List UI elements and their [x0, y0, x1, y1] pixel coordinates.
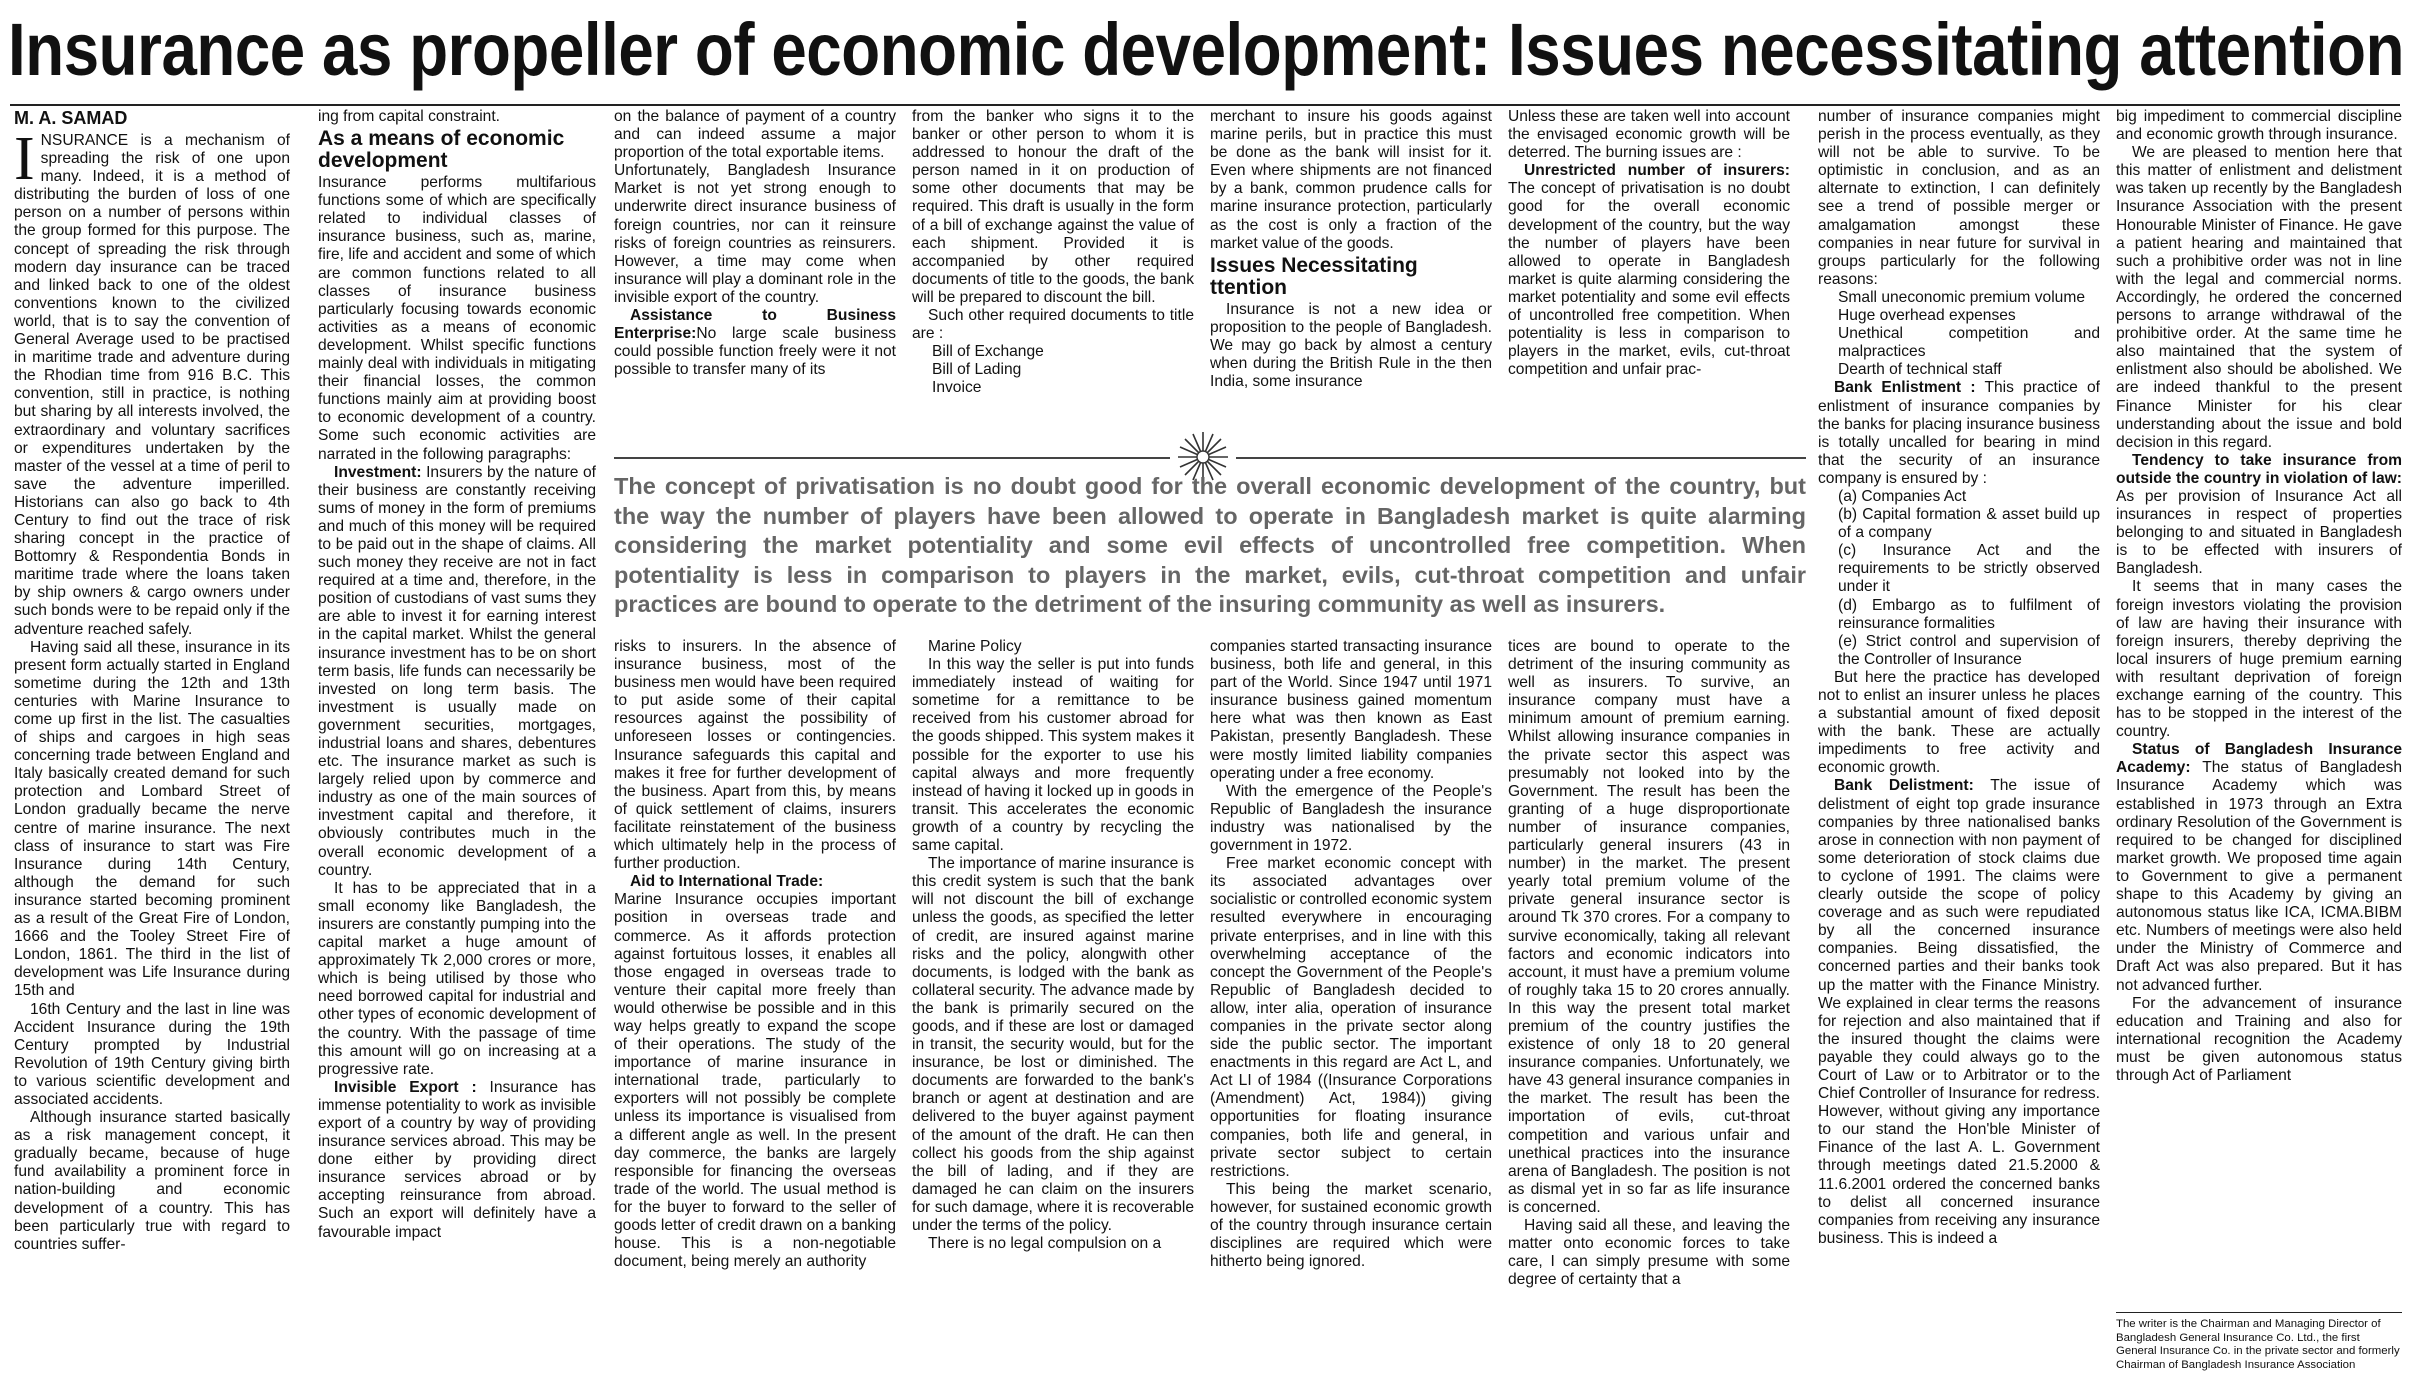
subheading: Investment:	[334, 463, 422, 481]
footnote-rule	[2116, 1312, 2402, 1313]
paragraph: Insurance is not a new idea or proposition to the people of Bangladesh. We may go back by almost a century when during the British Rule in the then India, some insurance	[1210, 300, 1492, 391]
paragraph: Having said all these, insurance in its present form actually started in England sometime during the 12th and 13th centuries with Marine Insurance to come up first in the list. The casualties of ships and cargoes in high seas concerning trade between England and Italy basically created demand for such protection and Lombard Street of London gradually became the nerve centre of marine insurance. The next class of insurance to start was Fire Insurance during 14th Century, although the demand for such insurance started becoming prominent as a result of the Great Fire of London, 1666 and the Tooley Street Fire of London, 1861. The third in the list of development was Life Insurance during 15th and	[14, 638, 290, 1000]
paragraph: With the emergence of the People's Republic of Bangladesh the insurance industry was nationalised by the government in 1972.	[1210, 782, 1492, 855]
paragraph: For the advancement of insurance education and Training and also for international recognition the Academy must be given autonomous status through Act of Parliament	[2116, 994, 2402, 1084]
lead-paragraph	[14, 132, 290, 639]
column-6-bottom	[1508, 638, 1790, 1394]
top-rule	[10, 104, 2400, 106]
list-item: Bill of Exchange	[932, 343, 1044, 361]
column-3-top	[614, 108, 896, 448]
paragraph: companies started transacting insurance business, both life and general, in this part of the World. Since 1947 until 1971 insurance business gained momentum here what was then known as East Pakistan, presently Bangladesh. These were mostly limited liability companies operating under a free economy.	[1210, 638, 1492, 782]
paragraph-text: The issue of delistment of eight top grade insurance companies by three nationalised banks arose in connection with non payment of some deterioration of stock claims due to cyclone of 1991. The claims were clearly outside the scope of policy coverage and as such were repudiated by all the concerned insurance companies. Being dissatisfied, the concerned parties and their banks took up the matter with the Finance Ministry. We explained in clear terms the reasons for rejection and also maintained that if the insured thought the claims were payable they could always go to the Court of Law or to Arbitrator or to the Chief Controller of Insurance for redress. However, without giving any importance to our stand the Hon'ble Minister of Finance of the last A. L. Government through meetings dated 21.5.2000 & 11.6.2001 ordered the concerned banks to delist all concerned insurance companies from receiving any insurance business. This is indeed a	[1818, 777, 2100, 1247]
paragraph-text: The status of Bangladesh Insurance Academy which was established in 1973 through an Extra ordinary Resolution of the Government is required to be changed for disciplined market growth. We proposed time again to Government to give a permanent shape to this Academy by giving an autonomous status like ICA, ICMA.BIBM etc. Numbers of meetings were also held under the Ministry of Commerce and Draft Act was also prepared. But it has not advanced further.	[2116, 759, 2402, 994]
paragraph-text: Insurers by the nature of their business are constantly receiving sums of money in the form of premiums and much of this money will be required to be paid out in the shape of claims. All such money they receive are not in fact required at a time and, therefore, in the position of custodians of vast sums they are able to invest it for earning interest in the capital market. Whilst the general insurance investment has to be on short term basis, life funds can necessarily be invested on long term basis. The investment is usually made on government securities, mortgages, industrial loans and shares, debentures etc. The insurance market as such is largely relied upon by commerce and industry as one of the main sources of investment capital and therefore, it obviously contributes much in the overall economic development of a country.	[318, 463, 596, 879]
paragraph: It seems that in many cases the foreign investors violating the provision of law are having their insurance with foreign insurers, thereby depriving the local insurers of huge premium earning with resultant deprivation of foreign exchange earning of the country. This has to be stopped in the interest of the country.	[2116, 578, 2402, 741]
subheading: Unrestricted number of insurers:	[1524, 162, 1790, 180]
list-item: (e) Strict control and supervision of the Controller of Insurance	[1838, 632, 2100, 668]
reasons-list	[1818, 289, 2100, 379]
paragraph: Marine Policy	[928, 638, 1022, 655]
list-item: (b) Capital formation & asset build up of a company	[1838, 506, 2100, 542]
column-4-bottom	[912, 638, 1194, 1394]
paragraph: Free market economic concept with its associated advantages over socialistic or controlled economic system resulted everywhere in encouraging private enterprises, and in line with this overwhelming acceptance of the concept the Government of the People's Republic of Bangladesh decided to allow, inter alia, operation of insurance companies in the private sector along side the public sector. The important enactments in this regard are Act L, and Act LI of 1984 ((Insurance Corporations (Amendment) Act, 1984)) giving opportunities for floating insurance companies, both life and general, in private sector subject to certain restrictions.	[1210, 855, 1492, 1180]
list-item: (c) Insurance Act and the requirements to be strictly observed under it	[1838, 542, 2100, 596]
list-item: Small uneconomic premium volume	[1838, 288, 2085, 306]
author-footnote: The writer is the Chairman and Managing Director of Bangladesh General Insurance Co. Ltd., the first General Insurance Co. in the private sector and formerly Chairman of Bangladesh Insurance Association	[2116, 1318, 2400, 1371]
paragraph: The importance of marine insurance is this credit system is such that the bank will not discount the bill of exchange unless the goods, as specified the letter of credit, are insured against marine risks and the policy, alongwith other documents, is lodged with the bank as collateral security. The advance made by the bank is primarily secured on the goods, and if these are lost or damaged in transit, the security would, but for the insurance, be lost or diminished. The documents are forwarded to the bank's branch or agent at destination and are delivered to the buyer against payment of the amount of the draft. He can then collect his goods from the ship against the bill of lading, and if they are damaged he can claim on the insurers for such damage, where it is recoverable under the terms of the policy.	[912, 855, 1194, 1234]
paragraph: ing from capital constraint.	[318, 108, 501, 125]
paragraph	[1818, 379, 2100, 488]
paragraph: Insurance performs multifarious functions some of which are specifically related to individual classes of insurance business, such as, marine, fire, life and accident and some of which are common functions related to all classes of insurance business particularly focusing towards economic activities as a means of economic development. Whilst specific functions mainly deal with individuals in mitigating their financial losses, the common functions mainly aim at providing boost to economic development of a country. Some such economic activities are narrated in the following paragraphs:	[318, 174, 596, 463]
column-2	[318, 108, 596, 1394]
paragraph-text: As per provision of Insurance Act all insurances in respect of properties belonging to and situated in Bangladesh is to be effected with insurers of Bangladesh.	[2116, 487, 2402, 578]
column-8	[2116, 108, 2402, 1304]
list-item: Bill of Lading	[932, 361, 1022, 379]
paragraph: Unfortunately, Bangladesh Insurance Market is not yet strong enough to underwrite direct insurance business of foreign countries, nor can it reinsure risks of foreign countries as reinsurers. However, a time may come when insurance will play a dominant role in the invisible export of the country.	[614, 162, 896, 306]
column-4-top	[912, 108, 1194, 448]
paragraph: 16th Century and the last in line was Accident Insurance during the 19th Century prompted by Industrial Revolution of 19th Century giving birth to various scientific development and associated accidents.	[14, 1000, 290, 1108]
pull-quote: The concept of privatisation is no doubt good for the overall economic development of the country, but the way the number of players have been allowed to operate in Bangladesh market is quite alarming considering the market potentiality and some evil effects of uncontrolled free competition. When potentiality is less in comparison to players in the market, evils, cut-throat competition and unfair practices are bound to operate to the detriment of the insuring community as well as insurers.	[614, 473, 1806, 617]
subheading: Invisible Export :	[334, 1078, 477, 1096]
column-5-bottom	[1210, 638, 1492, 1394]
paragraph: Unless these are taken well into account the envisaged economic growth will be deterred. The burning issues are :	[1508, 108, 1790, 162]
column-7	[1818, 108, 2100, 1394]
paragraph: big impediment to commercial discipline and economic growth through insurance.	[2116, 108, 2402, 144]
subheading: Status of Bangladesh Insurance Academy:	[2116, 741, 2402, 777]
paragraph-text: No large scale business could possible function freely were it not possible to transfer many of its	[614, 325, 896, 379]
paragraph	[318, 464, 596, 880]
documents-list	[912, 343, 1194, 397]
conditions-list	[1818, 488, 2100, 669]
paragraph	[1818, 777, 2100, 1247]
list-item: (a) Companies Act	[1838, 487, 1967, 505]
paragraph	[1508, 162, 1790, 379]
paragraph	[2116, 452, 2402, 579]
paragraph: tices are bound to operate to the detriment of the insuring community as well as insurers. To survive, an insurance company must have a minimum amount of premium earning. Whilst allowing insurance companies in the private sector this aspect was presumably not looked into by the Government. The result has been the granting of a huge disproportionate number of insurance companies, particularly general insurers (43 in number) in the market. The present yearly total premium volume of the private general insurance sector is around Tk 370 crores. For a company to survive economically, taking all relevant factors and economic indicators into account, it must have a premium volume of roughly taka 15 to 20 crores annually. In this way the present total market premium of the country justifies the existence of only 18 to 20 general insurance companies. Unfortunately, we have 43 general insurance companies in the market. The result has been the importation of evils, cut-throat competition and various unfair and unethical practices into the insurance arena of Bangladesh. The position is not as dismal yet in so far as life insurance is concerned.	[1508, 638, 1790, 1216]
paragraph	[318, 1079, 596, 1242]
column-5-top	[1210, 108, 1492, 448]
subheading: Aid to International Trade:	[630, 873, 824, 891]
paragraph: We are pleased to mention here that this matter of enlistment and delistment was taken up recently by the Bangladesh Insurance Association with the present Honourable Minister of Finance. He gave a patient hearing and maintained that such a prohibitive order was not in line with the legal and commercial norms. Accordingly, he ordered the concerned persons to arrange withdrawal of the prohibitive order. At the same time he also maintained that the system of enlistment also should be abolished. We are indeed thankful to the present Finance Minister for his clear understanding about the issue and bold decision in this regard.	[2116, 144, 2402, 451]
paragraph: Marine Insurance occupies important position in overseas trade and commerce. As it affords protection against fortuitous losses, it enables all those engaged in overseas trade to venture their capital more freely than would otherwise be possible and in this way helps greatly to expand the scope of their operations. The study of the importance of marine insurance in international trade, particularly to exporters will not possibly be complete unless its importance is visualised from a different angle as well. In the present day commerce, the banks are largely responsible for financing the overseas trade of the world. The usual method is for the buyer to forward to the seller of goods letter of credit drawn on a banking house. This is a non-negotiable document, being merely an authority	[614, 891, 896, 1271]
paragraph: Such other required documents to title are :	[912, 307, 1194, 343]
paragraph: In this way the seller is put into funds immediately instead of waiting for sometime for a remittance to be received from his customer abroad for the goods shipped. This system makes it possible for the exporter to use his capital always and more frequently instead of having it locked up in goods in transit. This accelerates the economic growth of a country by recycling the same capital.	[912, 656, 1194, 855]
column-6-top	[1508, 108, 1790, 448]
paragraph-text: This practice of enlistment of insurance companies by the banks for placing insurance business is totally uncalled for bearing in mind that the security of an insurance company is ensured by :	[1818, 379, 2100, 487]
paragraph-text: Insurance has immense potentiality to work as invisible export of a country by way of providing insurance services abroad. This may be done either by providing direct insurance services abroad or by accepting reinsurance from abroad. Such an export will definitely have a favourable impact	[318, 1078, 596, 1241]
subheading: Assistance to Business Enterprise:	[614, 307, 896, 343]
headline: Insurance as propeller of economic development: Issues necessitating attention	[8, 8, 2405, 91]
list-item: (d) Embargo as to fulfilment of reinsurance formalities	[1838, 596, 2100, 632]
lead-text: NSURANCE is a mechanism of spreading the risk of one upon many. Indeed, it is a method of distributing the burden of loss of one person on a number of persons within the group formed for this purpose. The concept of spreading the risk through modern day insurance can be traced and linked back to one of the oldest conventions known to the civilized world, that is to say the convention of General Average used to be practised in maritime trade and adventure during the Rhodian time from 916 B.C. This convention, still in practice, is nothing but sharing by all interests involved, the extraordinary and voluntary sacrifices or expenditures undertaken by the master of the vessel at a time of peril to save the adventure imperilled. Historians can also go back to 4th Century to find out the trace of risk sharing concept in the practice of Bottomry & Respondentia Bonds in maritime trade where the loans taken by ship owners & cargo owners under such bonds were to be repaid only if the adventure reached safely.	[14, 132, 290, 638]
paragraph: But here the practice has developed not to enlist an insurer unless he places a substantial amount of fixed deposit with the bank. These are actually impediments to free activity and economic growth.	[1818, 668, 2100, 777]
paragraph	[2116, 741, 2402, 994]
list-item: Huge overhead expenses	[1838, 307, 2016, 325]
paragraph: Although insurance started basically as a risk management concept, it gradually became, because of huge fund availability a prominent force in nation-building and economic development of a country. This has been particularly true with regard to countries suffer-	[14, 1109, 290, 1253]
paragraph	[614, 307, 896, 379]
drop-cap: I	[14, 132, 35, 193]
paragraph: This being the market scenario, however, for sustained economic growth of the country through insurance certain disciplines are required which were hitherto being ignored.	[1210, 1180, 1492, 1271]
section-heading: As a means of economic development	[318, 127, 565, 173]
subheading: Tendency to take insurance from outside the country in violation of law:	[2116, 451, 2402, 487]
paragraph: on the balance of payment of a country and can indeed assume a major proportion of the total exportable items.	[614, 108, 896, 162]
section-heading: Issues Necessitating ttention	[1210, 253, 1418, 299]
column-3-bottom	[614, 638, 896, 1394]
pullquote-rule-right	[1236, 457, 1806, 459]
paragraph: It has to be appreciated that in a small economy like Bangladesh, the insurers are constantly pumping into the capital market a huge amount of approximately Tk 2,000 crores or more, which is being utilised by those who need borrowed capital for industrial and other types of economic development of the country. With the passage of time this amount will go on increasing at a progressive rate.	[318, 879, 596, 1078]
pullquote-rule-left	[614, 457, 1170, 459]
paragraph	[614, 873, 896, 891]
byline: M. A. SAMAD	[14, 108, 128, 128]
paragraph-text: The concept of privatisation is no doubt good for the overall economic development of the country, but the way the number of players have been allowed to operate in Bangladesh market is quite alarming considering the market potentiality and some evil effects of uncontrolled free competition. When potentiality is less in comparison to players in the market, evils, cut-throat competition and unfair prac-	[1508, 180, 1790, 379]
subheading: Bank Delistment:	[1834, 777, 1974, 795]
list-item: Dearth of technical staff	[1838, 361, 2002, 379]
paragraph: from the banker who signs it to the banker or other person to whom it is addressed to honour the draft of the person named in it on production of some other documents that may be required. This draft is usually in the form of a bill of exchange against the value of each shipment. Provided it is accompanied by other required documents of title to the goods, the bank will be prepared to discount the bill.	[912, 108, 1194, 306]
list-item: Invoice	[932, 379, 982, 397]
paragraph: Having said all these, and leaving the matter onto economic forces to take care, I can simply presume with some degree of certainty that a	[1508, 1217, 1790, 1289]
paragraph: number of insurance companies might perish in the process eventually, as they will not be able to survive. To be optimistic in conclusion, and as an alternate to extinction, I can definitely see a trend of possible merger or amalgamation amongst these companies in near future for survival in groups particularly for the following reasons:	[1818, 108, 2100, 288]
paragraph: merchant to insure his goods against marine perils, but in practice this must be done as the bank will insist for it. Even where shipments are not financed by a bank, common prudence calls for marine insurance protection, particularly as the cost is only a fraction of the market value of the goods.	[1210, 108, 1492, 252]
list-item: Unethical competition and malpractices	[1838, 325, 2100, 361]
subheading: Bank Enlistment :	[1834, 379, 1976, 397]
paragraph: There is no legal compulsion on a	[928, 1235, 1162, 1253]
paragraph: risks to insurers. In the absence of insurance business, most of the business men would have been required to put aside some of their capital resources against the possibility of unforeseen losses or contingencies. Insurance safeguards this capital and makes it free for further development of the business. Apart from this, by means of quick settlement of claims, insurers facilitate reinstatement of the business which ultimately help in the process of further production.	[614, 638, 896, 873]
column-1	[14, 132, 290, 1394]
